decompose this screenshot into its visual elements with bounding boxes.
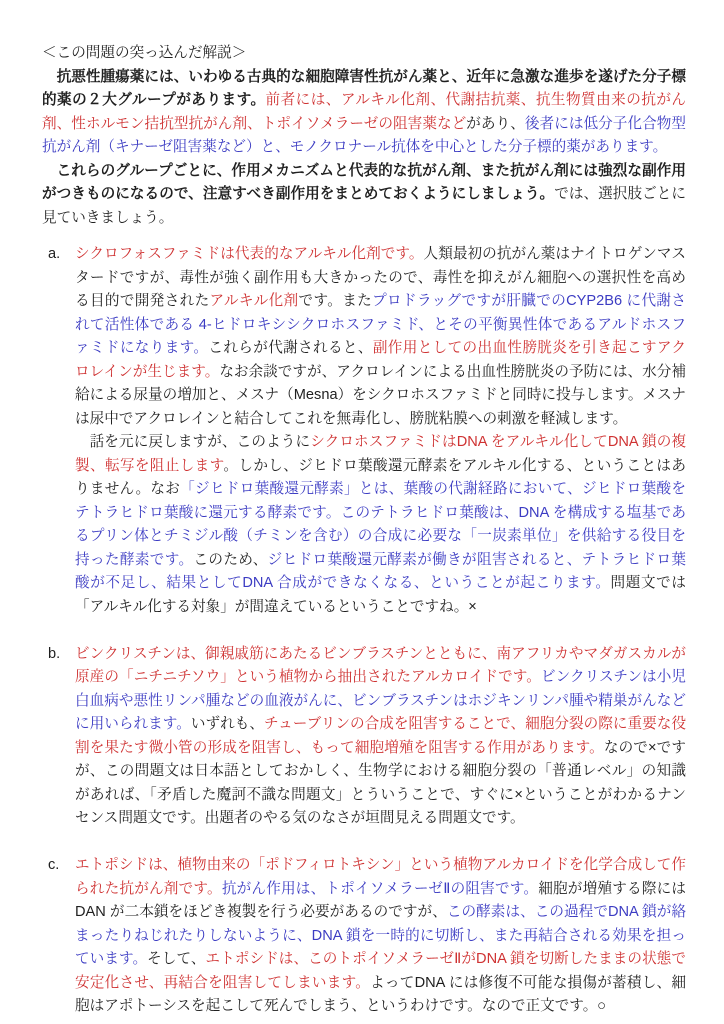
- paragraph: [42, 160, 686, 231]
- text-segment: エトポシドは、植物由来の「ポドフィロトキシン」という植物アルカロイドを化学合成して作られた抗がん剤です。: [75, 857, 686, 897]
- text-segment: エトポシドは、このトポイソメラーゼⅡがDNA 鎖を切断したままの状態で安定化させ、再結合を阻害してしまいます。: [75, 951, 686, 991]
- text-segment: 後者には低分子化合物型抗がん剤（キナーゼ阻害薬など）と、モノクロナール抗体を中心とした分子標的薬があります。: [42, 115, 686, 155]
- text-segment: 抗がん作用は、トポイソメラーゼⅡの阻害です。: [221, 880, 539, 897]
- text-segment: 抗悪性腫瘍薬には、いわゆる古典的な細胞障害性抗がん薬と、近年に急激な進歩を遂げた分子標的薬の２大グループがあります。: [42, 68, 686, 108]
- text-segment: があり、: [466, 115, 525, 132]
- list-item-b: [42, 643, 686, 831]
- paragraph: [75, 643, 686, 831]
- text-segment: 問題文では「アルキル化する対象」が間違えているということですね。×: [75, 575, 686, 615]
- paragraph: [42, 66, 686, 160]
- text-segment: ビンクリスチンは小児白血病や悪性リンパ腫などの血液がんに、ビンブラスチンはホジキンリンパ腫や精巣がんなどに用いられます。: [75, 669, 686, 732]
- text-segment: 副作用としての出血性膀胱炎を引き起こすアクロレインが生じます。: [75, 340, 686, 380]
- paragraph: [75, 243, 686, 431]
- item-marker-c: c.: [48, 857, 60, 873]
- text-segment: この酵素は、この過程でDNA 鎖が絡まったりねじれたりしないように、DNA 鎖を一時的に切断し、また再結合される効果を担っています。: [75, 904, 686, 967]
- text-segment: 話を元に戻しますが、このように: [89, 434, 311, 450]
- text-segment: よってDNA には修復不可能な損傷が蓄積し、細胞はアポトーシスを起こして死んでしまう、というわけです。なので正文です。○: [75, 974, 686, 1014]
- text-segment: です。また: [298, 293, 373, 309]
- text-segment: シクロフォスファミドは代表的なアルキル化剤です。: [75, 246, 424, 262]
- text-segment: なお余談ですが、アクロレインによる出血性膀胱炎の予防には、水分補給による尿量の増加と、メスナ（Mesna）をシクロホスファミドと同時に投与します。メスナは尿中でアクロレインと結合してこれを無毒化し、膀胱粘膜への刺激を軽減します。: [75, 363, 686, 427]
- item-body-b: [75, 643, 686, 831]
- page-title: ＜この問題の突っ込んだ解説＞: [42, 45, 247, 61]
- paragraph: [75, 854, 686, 1019]
- text-segment: 「ジヒドロ葉酸還元酵素」とは、葉酸の代謝経路において、ジヒドロ葉酸をテトラヒドロ葉酸に還元する酵素です。このテトラヒドロ葉酸は、DNA を構成する塩基であるプリン体とチミジル酸（チミンを含む）の合成に必要な「一炭素単位」を供給する役目を持った酵素です。: [75, 481, 686, 568]
- paragraph: [75, 431, 686, 619]
- text-segment: いずれも、: [190, 716, 264, 732]
- explanation-list: [42, 243, 686, 1019]
- text-segment: ビンクリスチンは、御親戚筋にあたるビンブラスチンとともに、南アフリカやマダガスカルが原産の「ニチニチソウ」という植物から抽出されたアルカロイドです。: [75, 645, 686, 685]
- text-segment: 人類最初の抗がん薬はナイトロゲンマスタードですが、毒性が強く副作用も大きかったので、毒性を抑えがん細胞への選択性を高める目的で開発された: [75, 246, 686, 309]
- text-segment: では、選択肢ごとに見ていきましょう。: [42, 186, 686, 226]
- item-body-c: [75, 854, 686, 1019]
- text-segment: これらが代謝されると、: [208, 340, 373, 356]
- text-segment: チューブリンの合成を阻害することで、細胞分裂の際に重要な役割を果たす微小管の形成を阻害し、もって細胞増殖を阻害する作用があります。: [75, 716, 686, 756]
- text-segment: アルキル化剤: [209, 293, 299, 309]
- item-marker-b: b.: [48, 645, 61, 662]
- text-segment: プロドラッグですが肝臓でのCYP2B6 に代謝されて活性体である 4-ヒドロキシシクロホスファミド、とその平衡異性体であるアルドホスファミドになります。: [75, 293, 686, 356]
- text-segment: 細胞が増殖する際にはDAN が二本鎖をほどき複製を行う必要があるのですが、: [75, 880, 686, 920]
- list-item-a: [42, 243, 686, 619]
- text-segment: このため、: [193, 551, 268, 568]
- text-segment: シクロホスファミドはDNA をアルキル化してDNA 鎖の複製、転写を阻止します: [75, 434, 686, 474]
- text-segment: なので×ですが、この問題文は日本語としておかしく、生物学における細胞分裂の「普通レベル」の知識があれば、「矛盾した魔訶不識な問題文」とういうことで、すぐに×ということがわかるナンセンス問題文です。出題者のやる気のなさが垣間見える問題文です。: [75, 739, 686, 826]
- intro-section: [42, 66, 686, 231]
- item-marker-a: a.: [48, 246, 61, 262]
- item-body-a: [75, 243, 686, 619]
- text-segment: そして、: [147, 951, 206, 967]
- list-item-c: [42, 854, 686, 1019]
- text-segment: ジヒドロ葉酸還元酵素が働きが阻害されると、テトラヒドロ葉酸が不足し、結果としてDNA 合成ができなくなる、ということが起こります。: [75, 551, 686, 591]
- text-segment: 前者には、アルキル化剤、代謝拮抗薬、抗生物質由来の抗がん剤、性ホルモン拮抗型抗がん剤、トポイソメラーゼの阻害薬など: [42, 92, 686, 132]
- text-segment: 。しかし、ジヒドロ葉酸還元酵素をアルキル化する、ということはありません。なお: [75, 457, 686, 497]
- text-segment: これらのグループごとに、作用メカニズムと代表的な抗がん剤、また抗がん剤には強烈な副作用がつきものになるので、注意すべき副作用をまとめておくようにしましょう。: [42, 162, 686, 202]
